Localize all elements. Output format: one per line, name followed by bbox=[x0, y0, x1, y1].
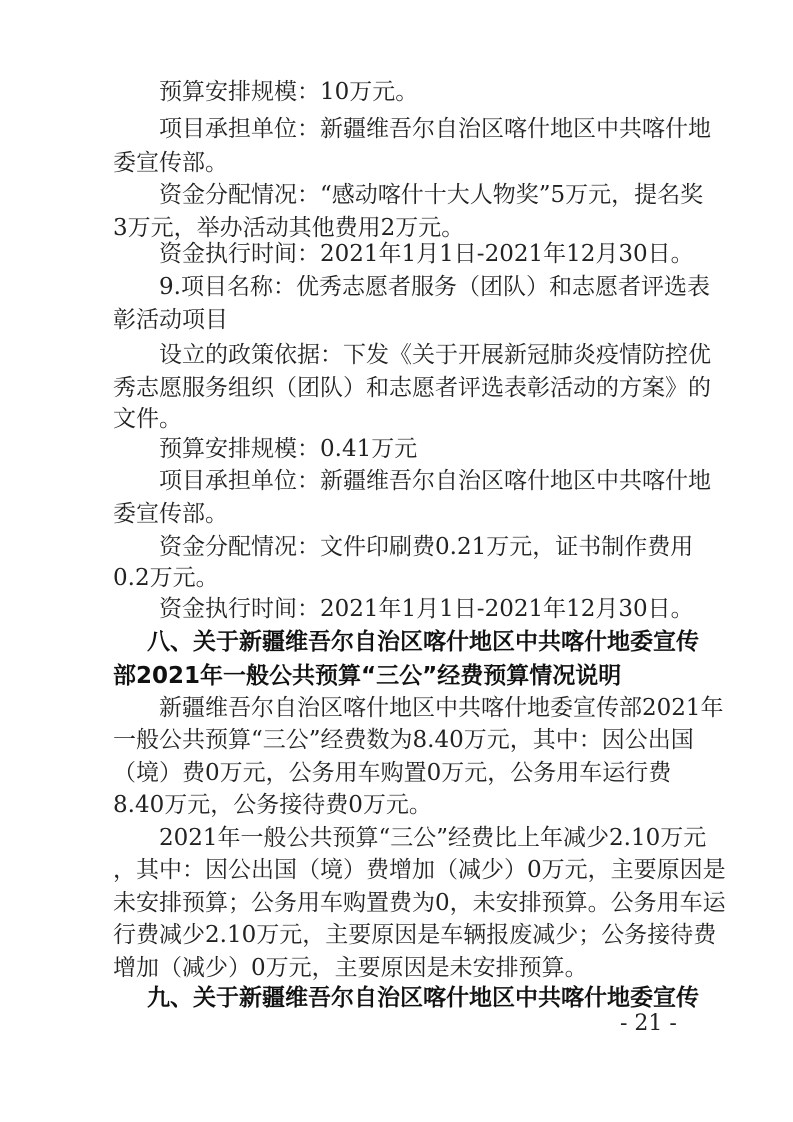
text-line: 彰活动项目 bbox=[113, 307, 228, 333]
text-line: 资金执行时间：2021年1月1日-2021年12月30日。 bbox=[159, 241, 694, 267]
text-line: 项目承担单位：新疆维吾尔自治区喀什地区中共喀什地 bbox=[159, 116, 711, 142]
text-line: 增加（减少）0万元，主要原因是未安排预算。 bbox=[113, 955, 588, 981]
text-line: 行费减少2.10万元，主要原因是车辆报废减少；公务接待费 bbox=[113, 922, 717, 948]
text-line: 文件。 bbox=[113, 406, 182, 432]
text-line: 秀志愿服务组织（团队）和志愿者评选表彰活动的方案》的 bbox=[113, 375, 711, 401]
text-line: 2021年一般公共预算“三公”经费比上年减少2.10万元 bbox=[159, 825, 707, 851]
text-line: 0.2万元。 bbox=[113, 565, 219, 591]
text-line: 资金执行时间：2021年1月1日-2021年12月30日。 bbox=[159, 596, 694, 622]
text-line: 项目承担单位：新疆维吾尔自治区喀什地区中共喀什地 bbox=[159, 468, 711, 494]
text-line: 资金分配情况：“感动喀什十大人物奖”5万元，提名奖 bbox=[159, 182, 704, 208]
section-heading-line: 部2021年一般公共预算“三公”经费预算情况说明 bbox=[113, 663, 622, 689]
text-line: 一般公共预算“三公”经费数为8.40万元，其中：因公出国 bbox=[113, 727, 694, 753]
text-line: 3万元，举办活动其他费用2万元。 bbox=[113, 215, 465, 241]
text-line: ，其中：因公出国（境）费增加（减少）0万元，主要原因是 bbox=[113, 857, 726, 883]
text-line: 新疆维吾尔自治区喀什地区中共喀什地委宣传部2021年 bbox=[159, 695, 724, 721]
text-line: 委宣传部。 bbox=[113, 501, 228, 527]
text-line: 未安排预算；公务用车购置费为0，未安排预算。公务用车运 bbox=[113, 890, 726, 916]
page-number: - 21 - bbox=[620, 1011, 677, 1036]
text-line: （境）费0万元，公务用车购置0万元，公务用车运行费 bbox=[113, 760, 672, 786]
section-heading-line: 九、关于新疆维吾尔自治区喀什地区中共喀什地委宣传 bbox=[147, 985, 699, 1011]
text-line: 预算安排规模：0.41万元 bbox=[159, 436, 418, 462]
text-line: 委宣传部。 bbox=[113, 150, 228, 176]
text-line: 预算安排规模：10万元。 bbox=[159, 79, 419, 105]
text-line: 9.项目名称：优秀志愿者服务（团队）和志愿者评选表 bbox=[159, 274, 710, 300]
text-line: 设立的政策依据：下发《关于开展新冠肺炎疫情防控优 bbox=[159, 342, 711, 368]
text-line: 资金分配情况：文件印刷费0.21万元，证书制作费用 bbox=[159, 534, 694, 560]
text-line: 8.40万元，公务接待费0万元。 bbox=[113, 792, 432, 818]
section-heading-line: 八、关于新疆维吾尔自治区喀什地区中共喀什地委宣传 bbox=[147, 629, 699, 655]
